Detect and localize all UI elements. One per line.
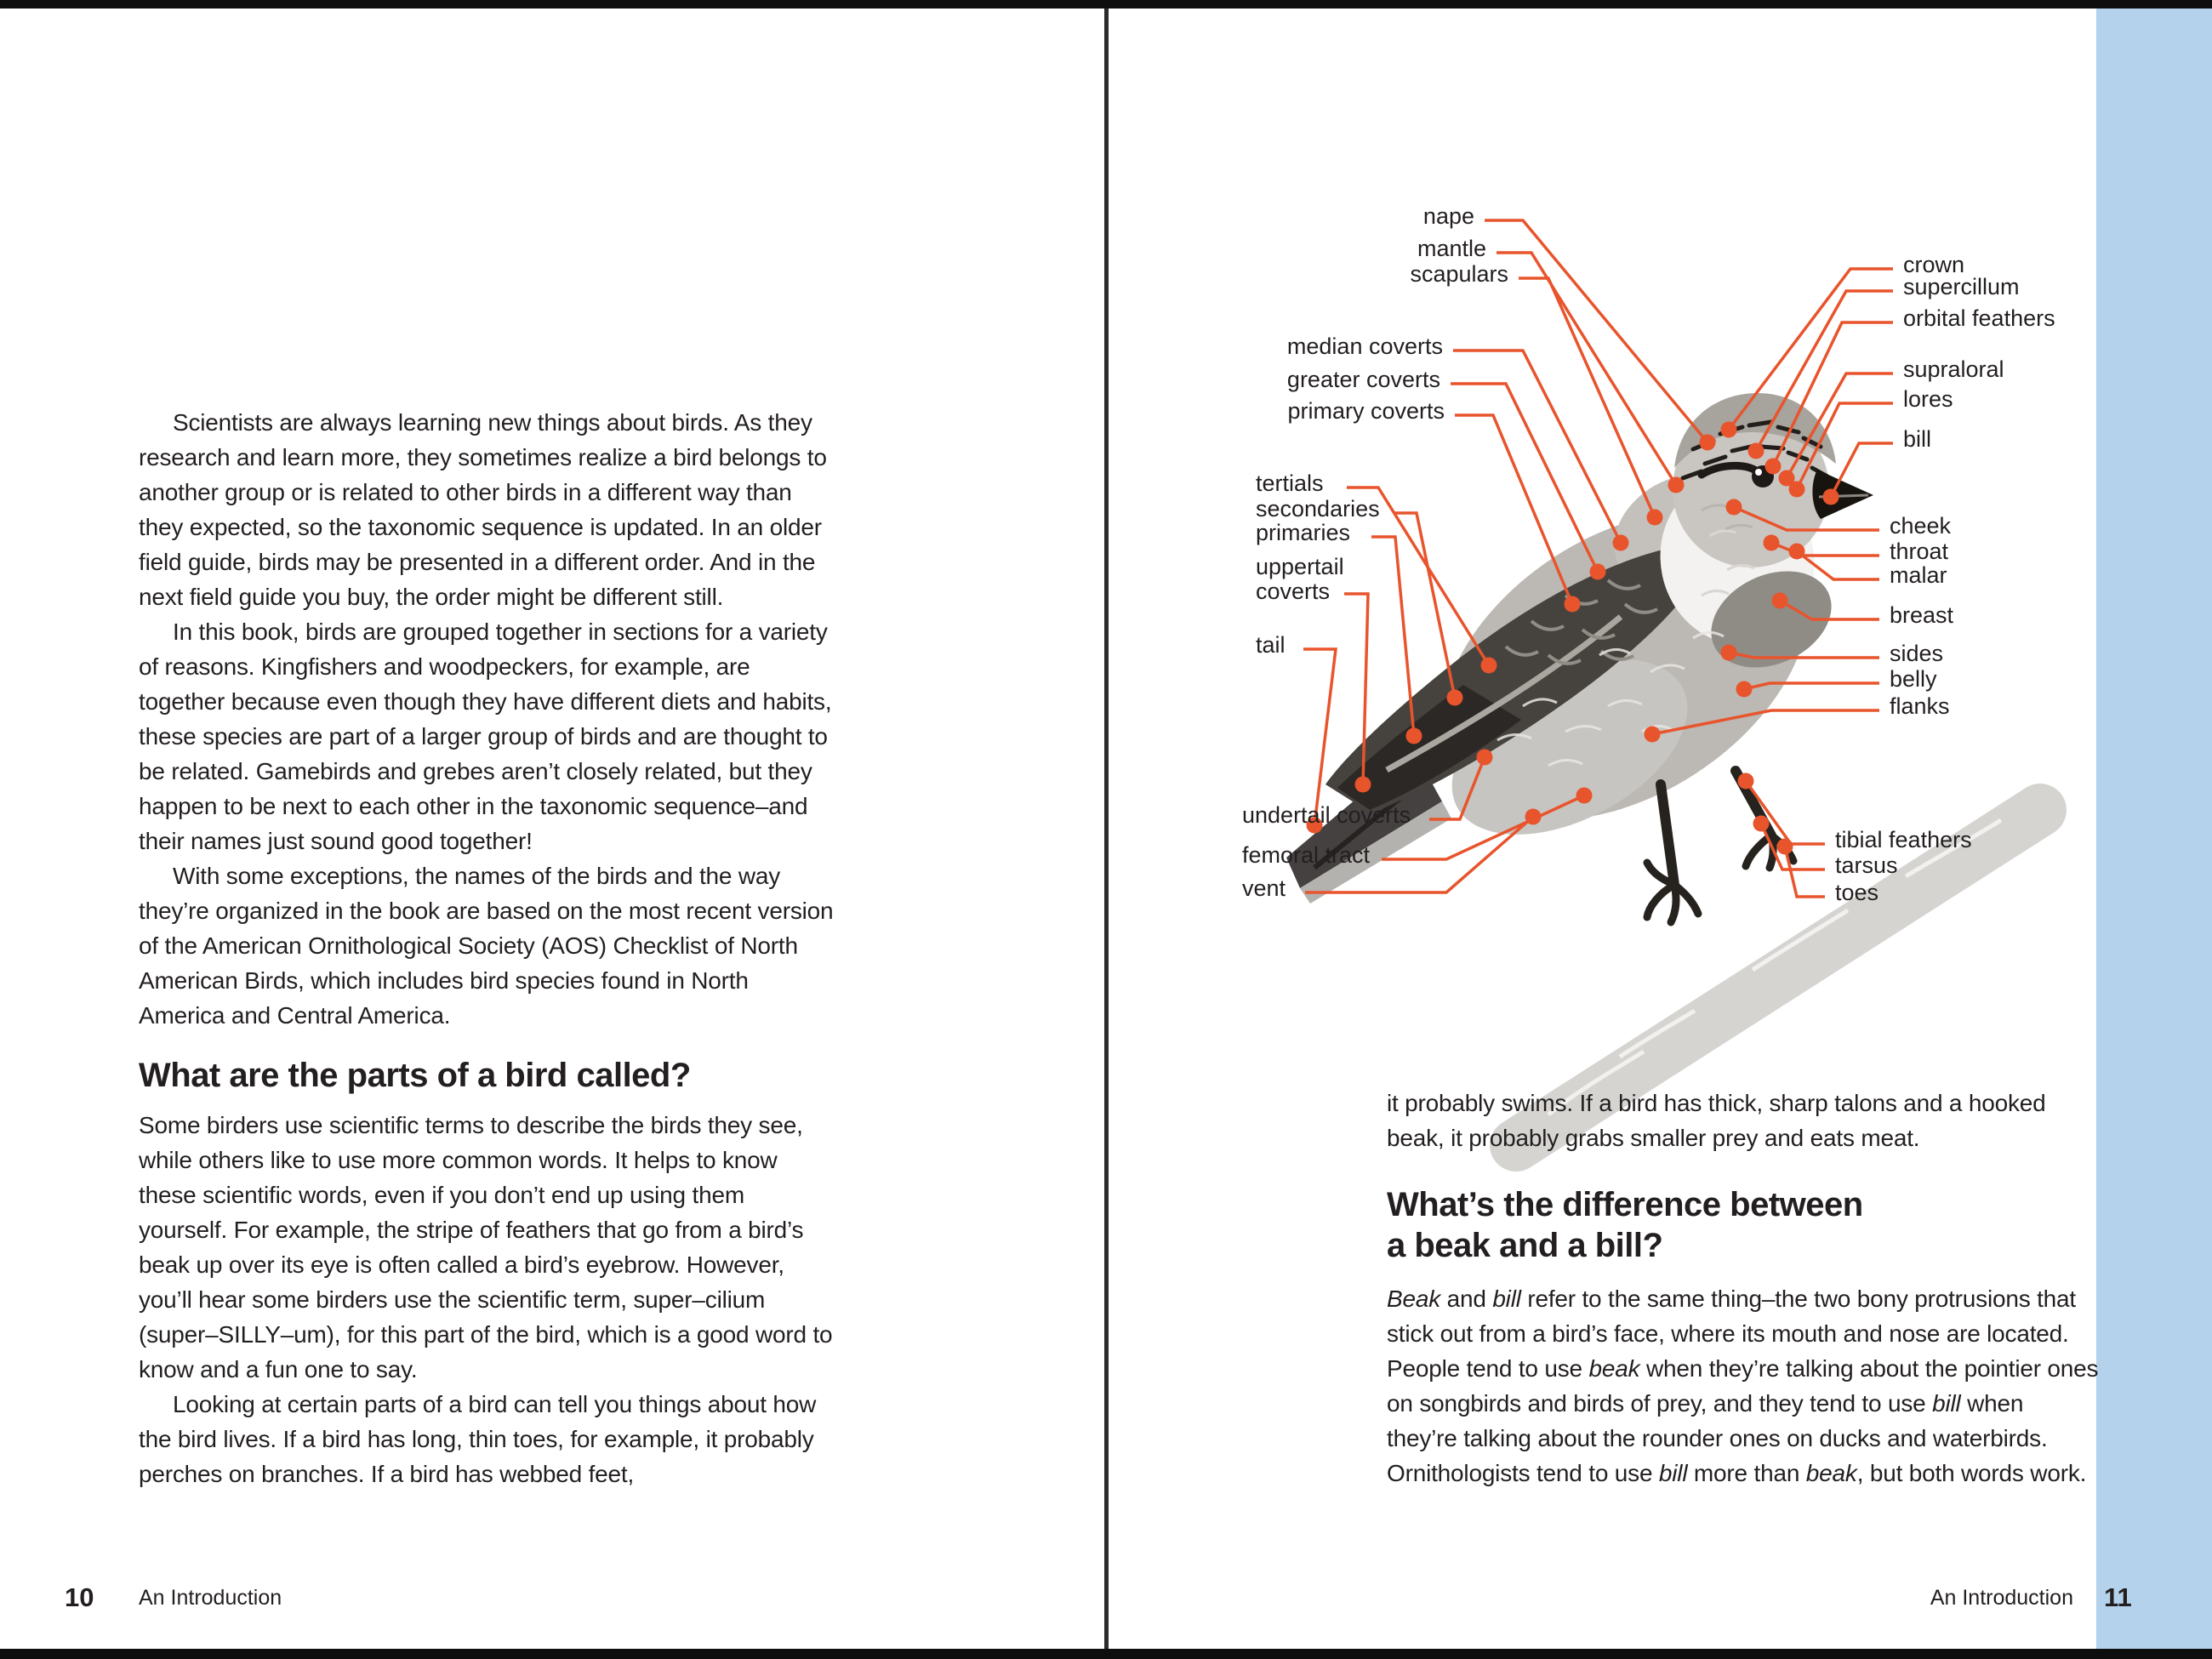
- left-page-text-column: [139, 405, 835, 1491]
- diagram-label-tarsus: tarsus: [1835, 852, 1898, 878]
- paragraph: it probably swims. If a bird has thick, sharp talons and a hooked beak, it probably grabs smaller prey and eats meat.: [1387, 1090, 2046, 1151]
- running-footer-right: An Introduction: [1930, 1586, 2073, 1610]
- paragraph: Beak and bill refer to the same thing–the two bony protrusions that stick out from a bird’s face, where its mouth and nose are located. People tend to use beak when they’re talking about the pointier ones on songbirds and birds of prey, and they tend to use bill when they’re talking about the rounder ones on ducks and waterbirds. Ornithologists tend to use bill more than beak, but both words work.: [1387, 1286, 2099, 1486]
- diagram-label-mantle: mantle: [1417, 236, 1486, 261]
- diagram-label-crown: crown: [1903, 252, 1965, 277]
- paragraph: In this book, birds are grouped together in sections for a variety of reasons. Kingfishers and woodpeckers, for example, are together because even though they have different diets and habits, these species are part of a larger group of birds and are thought to be related. Gamebirds and grebes aren’t closely related, but they happen to be next to each other in the taxonomic sequence–and their names just sound good together!: [139, 619, 832, 854]
- diagram-label-vent: vent: [1242, 875, 1286, 901]
- paragraph: With some exceptions, the names of the birds and the way they’re organized in the book are based on the most recent version of the American Ornithological Society (AOS) Checklist of North American Birds, which includes bird species found in North America and Central America.: [139, 863, 834, 1029]
- running-footer-left: An Introduction: [139, 1586, 282, 1610]
- diagram-label-tibial-feathers: tibial feathers: [1835, 827, 1972, 852]
- diagram-label-orbital-feathers: orbital feathers: [1903, 305, 2055, 331]
- diagram-label-primary-coverts: primary coverts: [1287, 398, 1445, 424]
- diagram-label-tertials: tertials: [1256, 470, 1324, 496]
- diagram-label-scapulars: scapulars: [1410, 261, 1508, 287]
- heading-line: What’s the difference between: [1387, 1186, 1863, 1223]
- right-page-text-column: [1387, 1086, 2100, 1491]
- diagram-label-lores: lores: [1903, 386, 1953, 412]
- paragraph: Looking at certain parts of a bird can tell you things about how the bird lives. If a bird has long, thin toes, for example, it probably perches on branches. If a bird has webbed feet,: [139, 1391, 817, 1487]
- paragraph: Some birders use scientific terms to describe the birds they see, while others like to use more common words. It helps to know these scientific words, even if you don’t end up using them yourself. For example, the stripe of feathers that go from a bird’s beak up over its eye is often called a bird’s eyebrow. However, you’ll hear some birders use the scientific term, super–cilium (super–SILLY–um), for this part of the bird, which is a good word to know and a fun one to say.: [139, 1112, 833, 1382]
- diagram-label-sides: sides: [1890, 641, 1944, 666]
- diagram-label-tail: tail: [1256, 632, 1286, 658]
- diagram-label-median-coverts: median coverts: [1286, 334, 1443, 359]
- diagram-label-throat: throat: [1890, 539, 1949, 564]
- section-heading-beak-vs-bill: [1387, 1184, 2100, 1266]
- diagram-label-cheek: cheek: [1890, 513, 1952, 539]
- diagram-label-bill: bill: [1903, 426, 1932, 452]
- paragraph: Scientists are always learning new things about birds. As they research and learn more, they sometimes realize a bird belongs to another group or is related to other birds in a different way than they expected, so the taxonomic sequence is updated. In an older field guide, birds may be presented in a different order. And in the next field guide you buy, the order might be different still.: [139, 409, 827, 610]
- diagram-label-supraloral: supraloral: [1903, 356, 2004, 382]
- diagram-label-primaries: primaries: [1256, 520, 1351, 545]
- diagram-label-nape: nape: [1422, 203, 1474, 229]
- diagram-label-greater-coverts: greater coverts: [1286, 367, 1440, 392]
- page-right: [1109, 9, 2212, 1649]
- page-left: [0, 9, 1104, 1649]
- diagram-label-uppertail-coverts: uppertail coverts: [1256, 554, 1344, 604]
- diagram-label-undertail-coverts: undertail coverts: [1242, 802, 1411, 828]
- diagram-label-malar: malar: [1890, 562, 1947, 588]
- heading-line: a beak and a bill?: [1387, 1227, 1663, 1264]
- page-number-left: 10: [65, 1582, 94, 1612]
- diagram-label-flanks: flanks: [1890, 693, 1950, 719]
- diagram-label-supercillum: supercillum: [1903, 274, 2020, 299]
- diagram-label-femoral-tract: femoral tract: [1242, 842, 1371, 868]
- diagram-label-toes: toes: [1835, 880, 1879, 905]
- diagram-label-secondaries: secondaries: [1256, 496, 1380, 522]
- page-number-right: 11: [2104, 1582, 2132, 1612]
- diagram-label-breast: breast: [1890, 602, 1954, 628]
- section-heading-parts-of-a-bird: What are the parts of a bird called?: [139, 1057, 691, 1094]
- diagram-label-belly: belly: [1890, 666, 1937, 692]
